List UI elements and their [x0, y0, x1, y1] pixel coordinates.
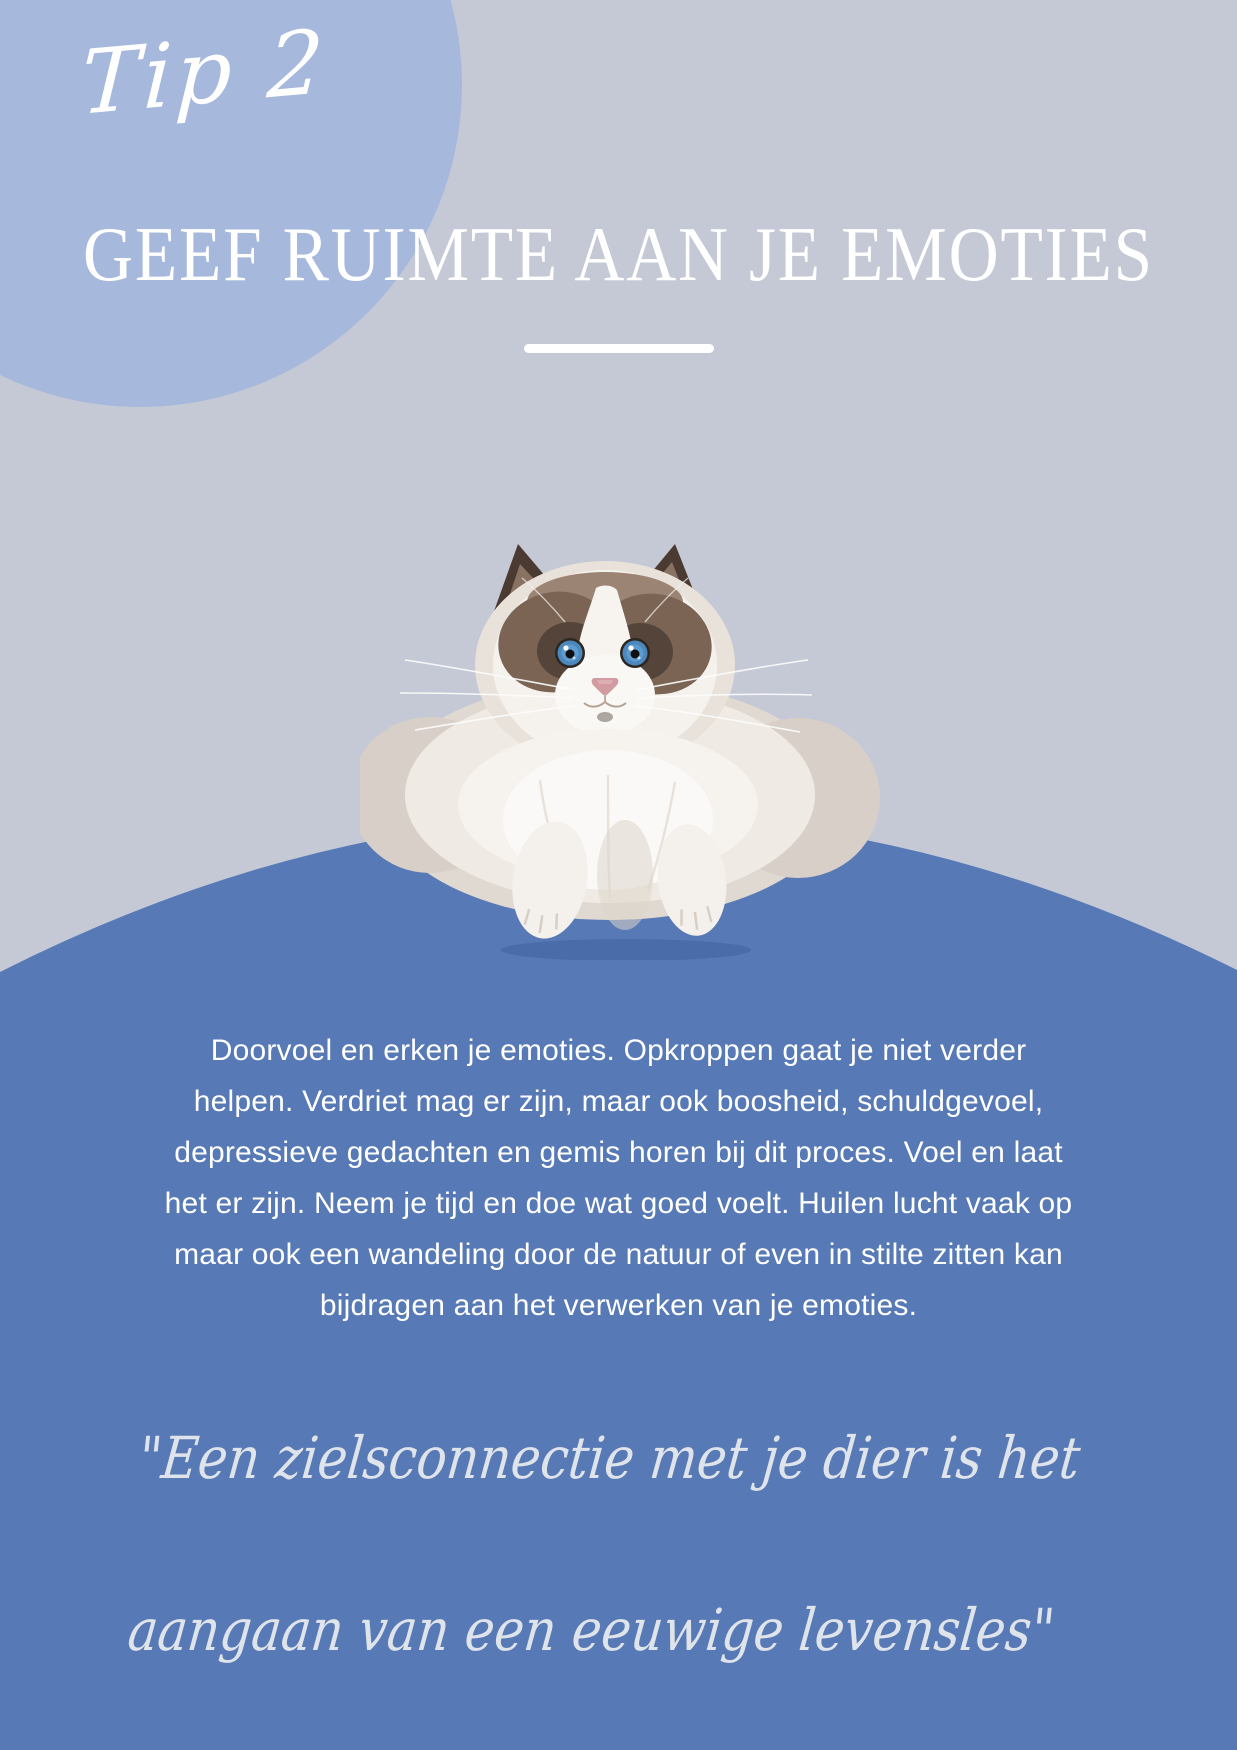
page-title: GEEF RUIMTE AAN JE EMOTIES [83, 211, 1154, 297]
quote-block [50, 1372, 1150, 1716]
divider-line [524, 344, 714, 353]
body-line: depressieve gedachten en gemis horen bij dit proces. Voel en laat [174, 1136, 1063, 1169]
body-paragraph [0, 1025, 1237, 1331]
body-line: het er zijn. Neem je tijd en doe wat goed voelt. Huilen lucht vaak op [164, 1187, 1073, 1220]
body-line: maar ook een wandeling door de natuur of even in stilte zitten kan [174, 1238, 1063, 1271]
body-line: helpen. Verdriet mag er zijn, maar ook boosheid, schuldgevoel, [193, 1085, 1044, 1118]
quote-line: "Een zielsconnectie met je dier is het [135, 1424, 1084, 1492]
body-line: bijdragen aan het verwerken van je emoties. [319, 1289, 918, 1322]
cat-photo [360, 530, 880, 960]
body-line: Doorvoel en erken je emoties. Opkroppen gaat je niet verder [210, 1034, 1027, 1067]
quote-line: aangaan van een eeuwige levensles" [124, 1596, 1058, 1664]
tip-label: Tip 2 [78, 9, 331, 135]
